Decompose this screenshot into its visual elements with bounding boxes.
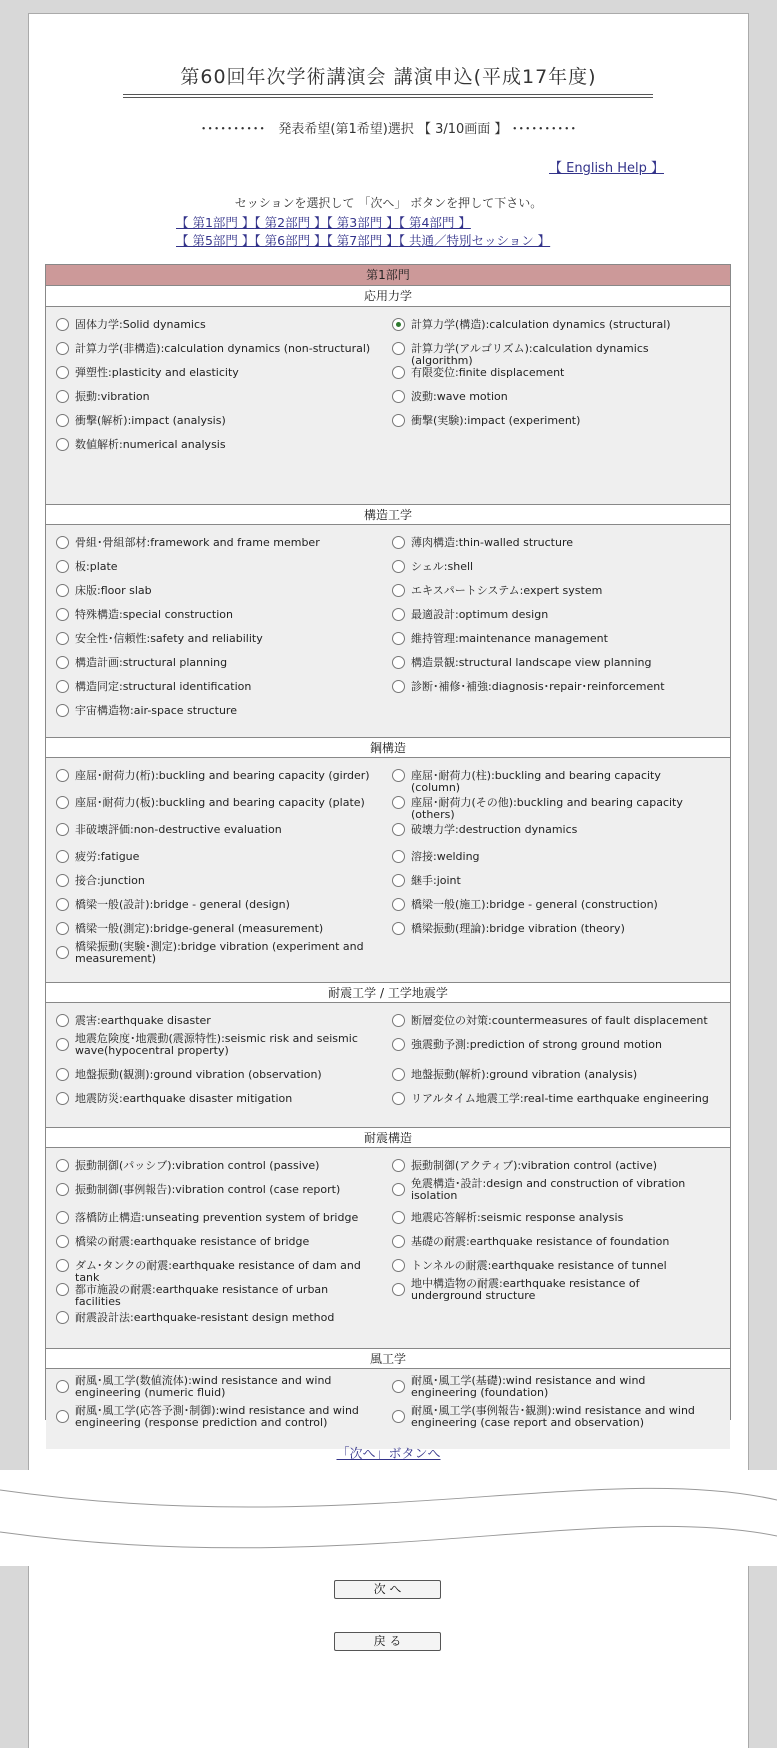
session-radio[interactable] xyxy=(392,922,405,935)
session-radio[interactable] xyxy=(56,1311,69,1324)
title-divider xyxy=(123,94,653,98)
session-option-label[interactable]: 構造景観:structural landscape view planning xyxy=(411,656,652,669)
section-body xyxy=(46,525,730,737)
session-option-label[interactable]: 耐風･風工学(応答予測･制御):wind resistance and wind engineering (response prediction and control) xyxy=(75,1404,359,1429)
session-radio[interactable] xyxy=(56,390,69,403)
session-option-label[interactable]: 衝撃(解析):impact (analysis) xyxy=(75,414,226,427)
session-radio[interactable] xyxy=(392,1283,405,1296)
next-anchor-link xyxy=(29,1443,748,1462)
session-radio[interactable] xyxy=(392,850,405,863)
back-button[interactable]: 戻 る xyxy=(334,1632,441,1651)
session-radio[interactable] xyxy=(56,608,69,621)
wave-divider xyxy=(0,1470,777,1566)
session-option-label[interactable]: 橋梁の耐震:earthquake resistance of bridge xyxy=(75,1235,310,1248)
session-option-label[interactable]: 落橋防止構造:unseating prevention system of bridge xyxy=(75,1211,359,1224)
session-radio[interactable] xyxy=(56,1014,69,1027)
session-option-label[interactable]: 橋梁振動(実験･測定):bridge vibration (experiment and measurement) xyxy=(75,940,364,965)
session-radio[interactable] xyxy=(56,656,69,669)
session-option-label[interactable]: 板:plate xyxy=(75,560,118,573)
session-option-label[interactable]: 計算力学(非構造):calculation dynamics (non-structural) xyxy=(75,342,371,355)
session-radio[interactable] xyxy=(56,584,69,597)
session-radio[interactable] xyxy=(392,414,405,427)
session-option-label[interactable]: 耐風･風工学(基礎):wind resistance and wind engineering (foundation) xyxy=(411,1374,646,1399)
session-option-label[interactable]: 特殊構造:special construction xyxy=(75,608,233,621)
nav-dept-6[interactable]: 【 第6部門 】 xyxy=(254,233,327,248)
section-body xyxy=(46,758,730,982)
session-radio[interactable] xyxy=(392,1068,405,1081)
session-radio[interactable] xyxy=(392,898,405,911)
session-option-label[interactable]: 地盤振動(観測):ground vibration (observation) xyxy=(75,1068,322,1081)
session-option-label[interactable]: 計算力学(アルゴリズム):calculation dynamics (algorithm) xyxy=(411,342,649,367)
session-radio[interactable] xyxy=(392,1211,405,1224)
department-nav-row-2 xyxy=(176,231,550,249)
session-option-label[interactable]: 免震構造･設計:design and construction of vibration isolation xyxy=(411,1177,686,1202)
session-radio[interactable] xyxy=(56,438,69,451)
session-option-label[interactable]: 接合:junction xyxy=(75,874,145,887)
session-radio[interactable] xyxy=(392,1183,405,1196)
section-body xyxy=(46,307,730,504)
session-option-label[interactable]: 座屈･耐荷力(その他):buckling and bearing capacity (others) xyxy=(411,796,683,821)
nav-dept-7[interactable]: 【 第7部門 】 xyxy=(326,233,399,248)
session-radio[interactable] xyxy=(392,536,405,549)
session-radio[interactable] xyxy=(56,823,69,836)
session-option-label[interactable]: 座屈･耐荷力(板):buckling and bearing capacity (plate) xyxy=(75,796,365,809)
nav-special-session[interactable]: 【 共通／特別セッション 】 xyxy=(398,233,551,248)
session-option-label[interactable]: 強震動予測:prediction of strong ground motion xyxy=(411,1038,662,1051)
session-option-label[interactable]: 都市施設の耐震:earthquake resistance of urban facilities xyxy=(75,1283,329,1308)
session-radio[interactable] xyxy=(392,632,405,645)
session-radio[interactable] xyxy=(392,390,405,403)
session-radio[interactable] xyxy=(392,796,405,809)
page-title: 第60回年次学術講演会 講演申込(平成17年度) xyxy=(180,66,597,88)
session-option-label[interactable]: 橋梁一般(測定):bridge-general (measurement) xyxy=(75,922,324,935)
session-radio[interactable] xyxy=(392,584,405,597)
session-option-label[interactable]: 破壊力学:destruction dynamics xyxy=(411,823,578,836)
session-radio[interactable] xyxy=(392,1380,405,1393)
section-header: 構造工学 xyxy=(46,504,730,525)
session-radio[interactable] xyxy=(392,769,405,782)
session-selection-panel xyxy=(45,264,731,1429)
session-option-label[interactable]: 数値解析:numerical analysis xyxy=(75,438,226,451)
session-radio[interactable] xyxy=(56,704,69,717)
session-option-label[interactable]: 安全性･信頼性:safety and reliability xyxy=(75,632,263,645)
session-option-label[interactable]: 弾塑性:plasticity and elasticity xyxy=(75,366,239,379)
session-radio[interactable] xyxy=(56,1380,69,1393)
session-radio[interactable] xyxy=(56,1211,69,1224)
session-option-label[interactable]: 断層変位の対策:countermeasures of fault displacement xyxy=(411,1014,708,1027)
session-radio[interactable] xyxy=(56,1410,69,1423)
section-header: 耐震工学 / 工学地震学 xyxy=(46,982,730,1003)
session-radio[interactable] xyxy=(56,318,69,331)
session-radio[interactable] xyxy=(56,946,69,959)
session-radio[interactable] xyxy=(56,560,69,573)
session-option-label[interactable]: 骨組･骨組部材:framework and frame member xyxy=(75,536,320,549)
nav-dept-1[interactable]: 【 第1部門 】 xyxy=(176,215,255,230)
session-option-label[interactable]: 固体力学:Solid dynamics xyxy=(75,318,206,331)
session-radio[interactable] xyxy=(392,1159,405,1172)
session-radio[interactable] xyxy=(392,874,405,887)
session-radio[interactable] xyxy=(392,656,405,669)
session-option-label[interactable]: 溶接:welding xyxy=(411,850,480,863)
session-radio[interactable] xyxy=(392,1014,405,1027)
session-radio[interactable] xyxy=(56,922,69,935)
session-radio[interactable] xyxy=(56,1092,69,1105)
session-option-label[interactable]: 基礎の耐震:earthquake resistance of foundation xyxy=(411,1235,670,1248)
session-radio[interactable] xyxy=(392,1259,405,1272)
session-option-label[interactable]: 疲労:fatigue xyxy=(75,850,140,863)
session-option-label[interactable]: ダム･タンクの耐震:earthquake resistance of dam and tank xyxy=(75,1259,361,1284)
section-body xyxy=(46,1148,730,1348)
session-radio[interactable] xyxy=(56,769,69,782)
session-radio[interactable] xyxy=(392,366,405,379)
session-radio[interactable] xyxy=(392,560,405,573)
session-radio[interactable] xyxy=(56,1283,69,1296)
section-body xyxy=(46,1003,730,1127)
session-radio[interactable] xyxy=(392,1092,405,1105)
session-option-label[interactable]: 座屈･耐荷力(柱):buckling and bearing capacity (column) xyxy=(411,769,661,794)
session-option-label[interactable]: 橋梁一般(施工):bridge - general (construction) xyxy=(411,898,658,911)
session-option-label[interactable]: 最適設計:optimum design xyxy=(411,608,549,621)
nav-dept-4[interactable]: 【 第4部門 】 xyxy=(398,215,471,230)
session-radio[interactable] xyxy=(392,1410,405,1423)
section-header: 耐震構造 xyxy=(46,1127,730,1148)
section-body xyxy=(46,1369,730,1449)
session-radio[interactable] xyxy=(56,414,69,427)
next-anchor-text[interactable]: 「次へ」ボタンへ xyxy=(336,1447,441,1462)
step-indicator: ･･････････ 発表希望(第1希望)選択 【 3/10画面 】 ･･････････ xyxy=(200,122,577,137)
section-header: 鋼構造 xyxy=(46,737,730,758)
session-option-label[interactable]: 地震防災:earthquake disaster mitigation xyxy=(75,1092,293,1105)
nav-dept-2[interactable]: 【 第2部門 】 xyxy=(254,215,327,230)
session-radio[interactable] xyxy=(56,536,69,549)
session-option-label[interactable]: 構造同定:structural identification xyxy=(75,680,252,693)
session-option-label[interactable]: 構造計画:structural planning xyxy=(75,656,228,669)
session-radio[interactable] xyxy=(56,874,69,887)
session-radio[interactable] xyxy=(56,1259,69,1272)
session-option-label[interactable]: 地中構造物の耐震:earthquake resistance of underground structure xyxy=(411,1277,640,1302)
session-radio[interactable] xyxy=(56,342,69,355)
session-option-label[interactable]: 橋梁一般(設計):bridge - general (design) xyxy=(75,898,290,911)
session-option-label[interactable]: 耐風･風工学(数値流体):wind resistance and wind engineering (numeric fluid) xyxy=(75,1374,332,1399)
session-option-label[interactable]: シェル:shell xyxy=(411,560,474,573)
session-option-label[interactable]: 座屈･耐荷力(桁):buckling and bearing capacity (girder) xyxy=(75,769,370,782)
session-option-label[interactable]: 薄肉構造:thin-walled structure xyxy=(411,536,574,549)
next-button[interactable]: 次 へ xyxy=(334,1580,441,1599)
session-option-label[interactable]: 耐震設計法:earthquake-resistant design method xyxy=(75,1311,335,1324)
department-nav-row-1 xyxy=(176,213,471,231)
session-option-label[interactable]: 計算力学(構造):calculation dynamics (structural) xyxy=(411,318,671,331)
session-option-label[interactable]: 波動:wave motion xyxy=(411,390,508,403)
session-radio[interactable] xyxy=(392,1038,405,1051)
session-option-label[interactable]: 地震危険度･地震動(震源特性):seismic risk and seismic wave(hypocentral property) xyxy=(75,1032,358,1057)
session-radio[interactable] xyxy=(56,680,69,693)
session-option-label[interactable]: 維持管理:maintenance management xyxy=(411,632,608,645)
session-radio[interactable] xyxy=(56,366,69,379)
session-radio[interactable] xyxy=(56,1068,69,1081)
session-option-label[interactable]: リアルタイム地震工学:real-time earthquake engineering xyxy=(411,1092,709,1105)
session-option-label[interactable]: 宇宙構造物:air-space structure xyxy=(75,704,237,717)
session-option-label[interactable]: 震害:earthquake disaster xyxy=(75,1014,211,1027)
session-radio[interactable] xyxy=(392,318,405,331)
session-radio[interactable] xyxy=(56,1235,69,1248)
instruction-text: セッションを選択して 「次へ」 ボタンを押して下さい。 xyxy=(234,196,543,210)
session-radio[interactable] xyxy=(392,342,405,355)
department-header: 第1部門 xyxy=(46,265,730,286)
section-header: 応用力学 xyxy=(46,286,730,307)
session-option-label[interactable]: 継手:joint xyxy=(411,874,461,887)
session-option-label[interactable]: 地震応答解析:seismic response analysis xyxy=(411,1211,624,1224)
nav-dept-3[interactable]: 【 第3部門 】 xyxy=(326,215,399,230)
session-option-label[interactable]: 振動制御(パッシブ):vibration control (passive) xyxy=(75,1159,320,1172)
session-option-label[interactable]: 地盤振動(解析):ground vibration (analysis) xyxy=(411,1068,638,1081)
session-radio[interactable] xyxy=(56,1159,69,1172)
session-option-label[interactable]: 振動:vibration xyxy=(75,390,150,403)
section-header: 風工学 xyxy=(46,1348,730,1369)
session-option-label[interactable]: 非破壊評価:non-destructive evaluation xyxy=(75,823,282,836)
session-option-label[interactable]: 診断･補修･補強:diagnosis･repair･reinforcement xyxy=(411,680,665,693)
session-radio[interactable] xyxy=(56,850,69,863)
session-radio[interactable] xyxy=(56,632,69,645)
session-radio[interactable] xyxy=(56,898,69,911)
session-radio[interactable] xyxy=(56,796,69,809)
session-option-label[interactable]: エキスパートシステム:expert system xyxy=(411,584,603,597)
session-radio[interactable] xyxy=(392,608,405,621)
session-radio[interactable] xyxy=(392,1235,405,1248)
nav-dept-5[interactable]: 【 第5部門 】 xyxy=(176,233,255,248)
session-radio[interactable] xyxy=(392,680,405,693)
session-option-label[interactable]: トンネルの耐震:earthquake resistance of tunnel xyxy=(411,1259,667,1272)
session-radio[interactable] xyxy=(56,1183,69,1196)
session-option-label[interactable]: 有限変位:finite displacement xyxy=(411,366,565,379)
session-option-label[interactable]: 衝撃(実験):impact (experiment) xyxy=(411,414,581,427)
english-help-link[interactable]: 【 English Help 】 xyxy=(549,161,664,176)
session-option-label[interactable]: 耐風･風工学(事例報告･観測):wind resistance and wind engineering (case report and observation) xyxy=(411,1404,695,1429)
session-radio[interactable] xyxy=(56,1038,69,1051)
session-option-label[interactable]: 振動制御(アクティブ):vibration control (active) xyxy=(411,1159,658,1172)
session-option-label[interactable]: 振動制御(事例報告):vibration control (case report) xyxy=(75,1183,341,1196)
session-option-label[interactable]: 床版:floor slab xyxy=(75,584,152,597)
session-option-label[interactable]: 橋梁振動(理論):bridge vibration (theory) xyxy=(411,922,625,935)
session-radio[interactable] xyxy=(392,823,405,836)
